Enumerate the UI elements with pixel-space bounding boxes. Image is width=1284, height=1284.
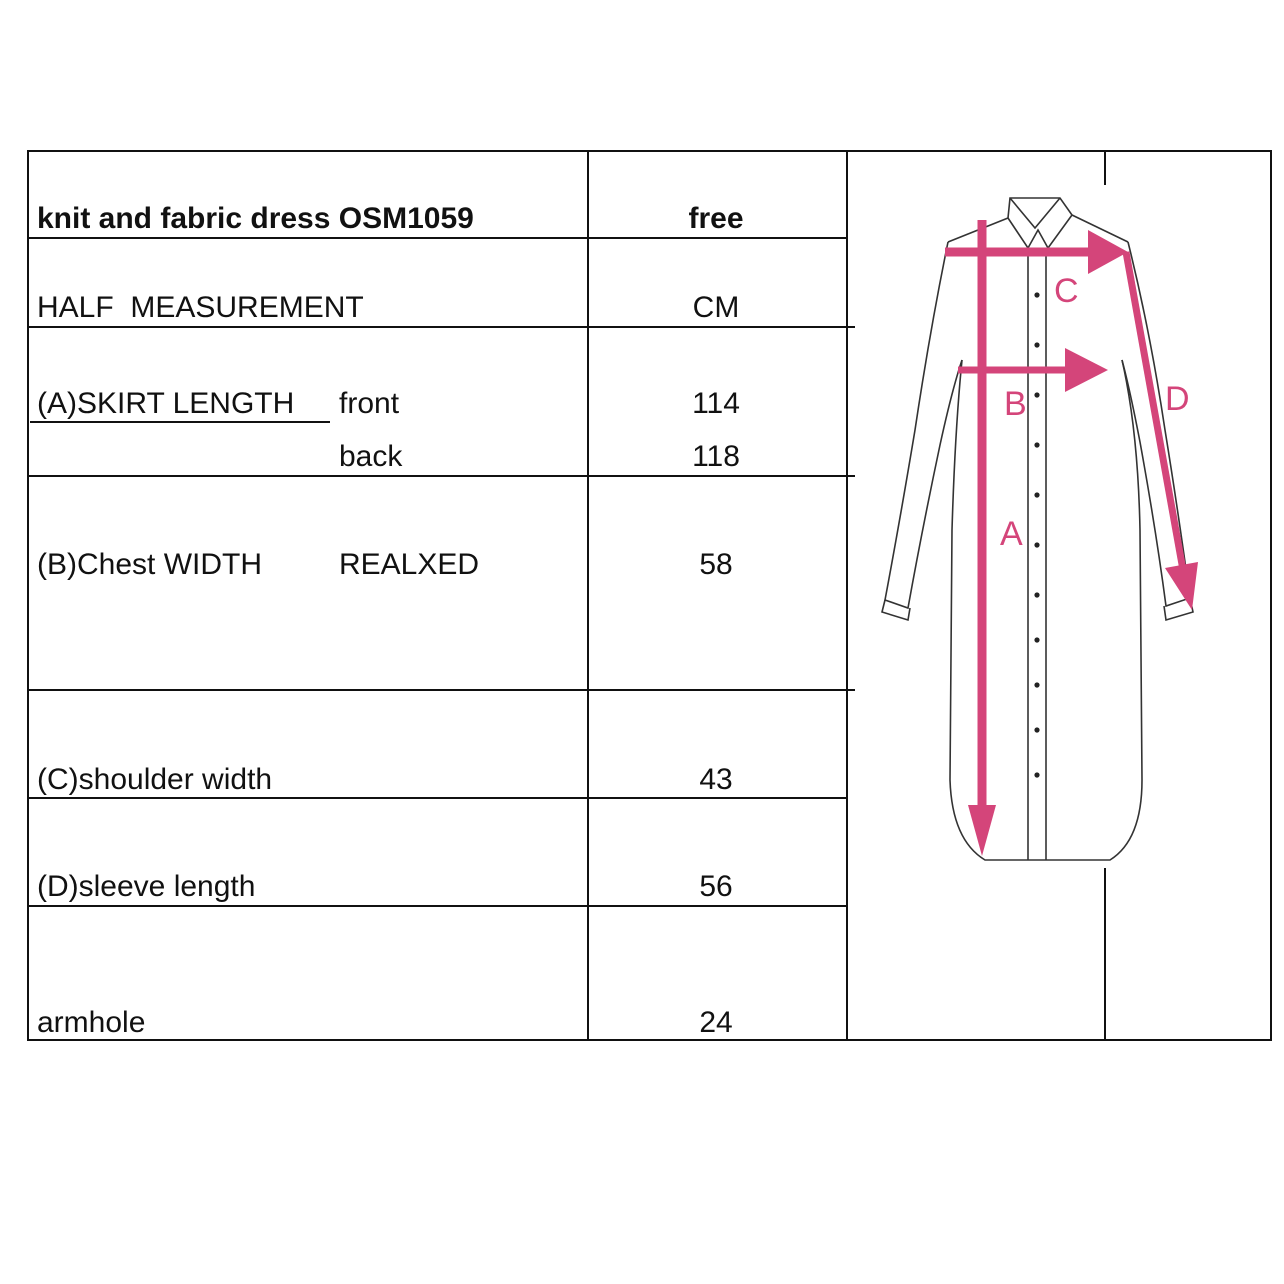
row-divider-5 bbox=[27, 797, 847, 799]
skirt-length-front-label: front bbox=[339, 387, 400, 420]
size-header: free bbox=[688, 202, 744, 235]
arrow-c-head bbox=[1088, 230, 1128, 274]
column-divider-3-bottom bbox=[1104, 868, 1106, 1041]
label-a: A bbox=[1000, 515, 1023, 553]
chart-title: knit and fabric dress OSM1059 bbox=[37, 202, 474, 235]
armhole-value: 24 bbox=[699, 1006, 733, 1039]
column-divider-1 bbox=[587, 150, 589, 1041]
column-divider-2 bbox=[846, 150, 848, 1041]
unit-label: HALF MEASUREMENT bbox=[37, 291, 364, 324]
chest-width-label: (B)Chest WIDTH bbox=[37, 548, 262, 581]
skirt-length-back-value: 118 bbox=[692, 440, 740, 473]
chest-width-sub: REALXED bbox=[339, 548, 480, 581]
skirt-length-back-label: back bbox=[339, 440, 403, 473]
skirt-length-label: (A)SKIRT LENGTH bbox=[37, 387, 295, 420]
skirt-length-underline bbox=[30, 421, 330, 423]
arrow-b-head bbox=[1065, 348, 1108, 392]
label-c: C bbox=[1054, 272, 1079, 310]
chest-width-value: 58 bbox=[699, 548, 733, 581]
label-b: B bbox=[1004, 385, 1027, 423]
armhole-label: armhole bbox=[37, 1006, 146, 1039]
row-divider-6 bbox=[27, 905, 847, 907]
sleeve-length-label: (D)sleeve length bbox=[37, 870, 256, 903]
dress-diagram bbox=[860, 180, 1240, 880]
sleeve-length-value: 56 bbox=[699, 870, 733, 903]
row-divider-2 bbox=[27, 326, 855, 328]
skirt-length-front-value: 114 bbox=[692, 387, 740, 420]
label-d: D bbox=[1165, 380, 1190, 418]
shoulder-width-label: (C)shoulder width bbox=[37, 763, 273, 796]
measurement-arrows bbox=[945, 220, 1198, 856]
arrow-d-head bbox=[1165, 562, 1198, 610]
buttons bbox=[1034, 292, 1039, 777]
unit-value: CM bbox=[692, 291, 740, 324]
row-divider-4 bbox=[27, 689, 855, 691]
row-divider-3 bbox=[27, 475, 855, 477]
row-divider-1 bbox=[27, 237, 847, 239]
shoulder-width-value: 43 bbox=[699, 763, 733, 796]
